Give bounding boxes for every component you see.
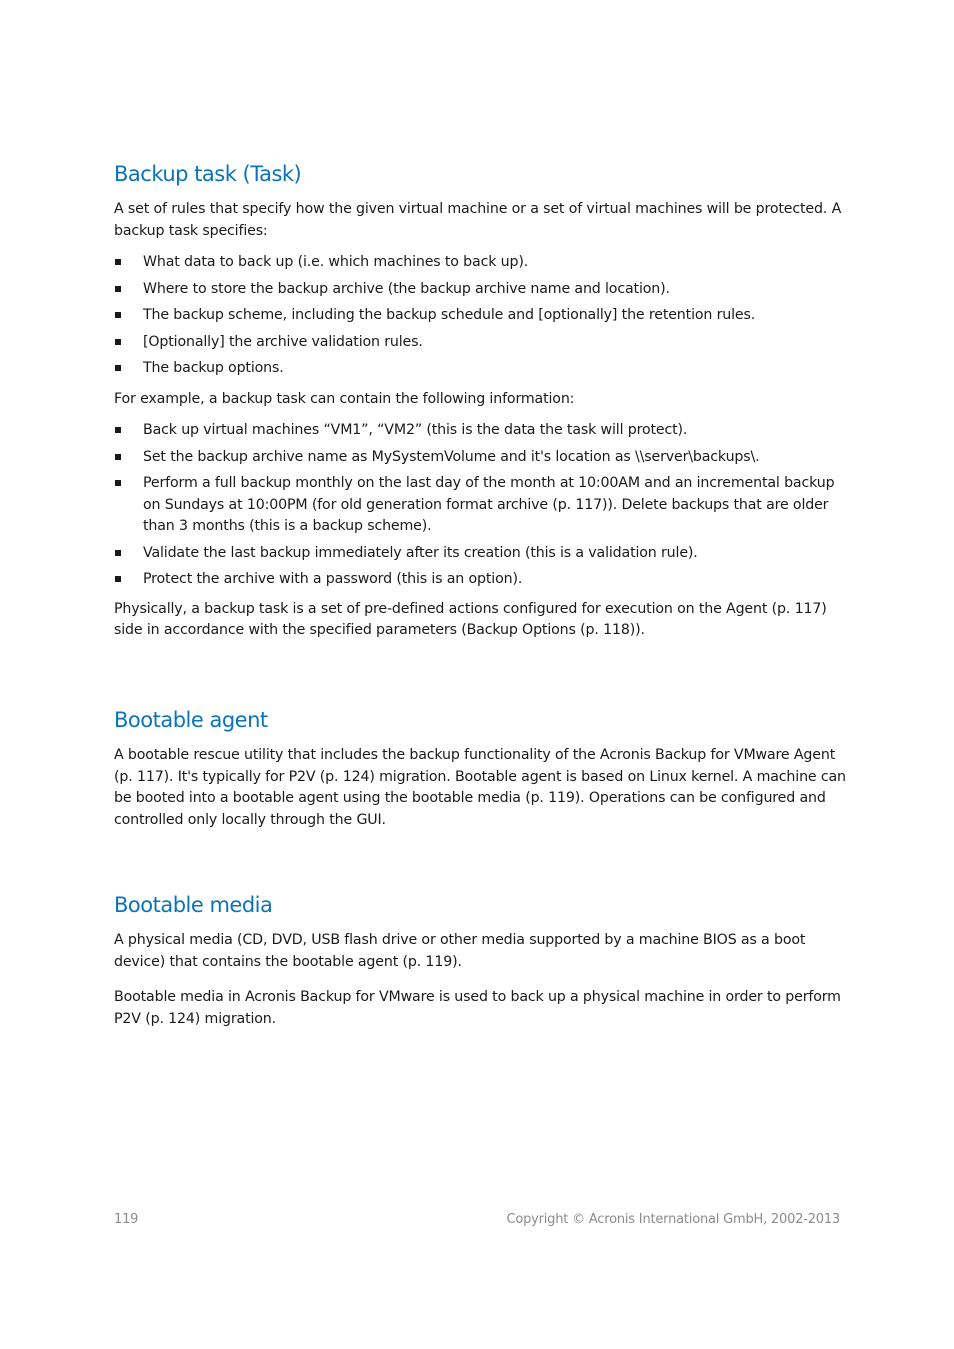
bullet-square-icon — [115, 339, 121, 345]
section-backup-task — [114, 161, 848, 642]
list-backup-task-example — [114, 420, 848, 591]
list-item: The backup scheme, including the backup schedule and [optionally] the retention rules. — [114, 305, 848, 327]
list-item: Protect the archive with a password (this is an option). — [114, 569, 848, 591]
heading-backup-task: Backup task (Task) — [114, 162, 302, 186]
paragraph-example-intro: For example, a backup task can contain the following information: — [114, 390, 575, 407]
page-number: 119 — [114, 1212, 139, 1227]
paragraph-backup-task-closing: Physically, a backup task is a set of pre-defined actions configured for execution on the Agent (p. 117) side in accordance with the specified parameters (Backup Options (p. 118)). — [114, 600, 827, 638]
section-bootable-media — [114, 892, 848, 1030]
paragraph-bootable-media-1: A physical media (CD, DVD, USB flash drive or other media supported by a machine BIOS as a boot device) that contains the bootable agent (p. 119). — [114, 932, 806, 970]
list-item: [Optionally] the archive validation rules. — [114, 332, 848, 354]
bullet-square-icon — [115, 312, 121, 318]
list-item: Set the backup archive name as MySystemVolume and it's location as \\server\backups\. — [114, 447, 848, 469]
bullet-square-icon — [115, 286, 121, 292]
paragraph-backup-task-intro: A set of rules that specify how the given virtual machine or a set of virtual machines will be protected. A backup task specifies: — [114, 201, 842, 239]
bullet-square-icon — [115, 259, 121, 265]
bullet-square-icon — [115, 454, 121, 460]
section-bootable-agent — [114, 707, 848, 831]
paragraph-bootable-media-2: Bootable media in Acronis Backup for VMware is used to back up a physical machine in order to perform P2V (p. 124) migration. — [114, 989, 841, 1027]
list-item: The backup options. — [114, 358, 848, 380]
heading-bootable-media: Bootable media — [114, 893, 273, 917]
list-item: Where to store the backup archive (the backup archive name and location). — [114, 279, 848, 301]
paragraph-bootable-agent: A bootable rescue utility that includes the backup functionality of the Acronis Backup for VMware Agent (p. 117). It's typically for P2V (p. 124) migration. Bootable agent is based on Linux kernel. A machine can be booted into a bootable agent using the bootable media (p. 119). Operations can be configured and controlled only locally through the GUI. — [114, 747, 846, 828]
list-item: What data to back up (i.e. which machines to back up). — [114, 252, 848, 274]
bullet-square-icon — [115, 365, 121, 371]
list-item: Perform a full backup monthly on the last day of the month at 10:00AM and an incremental backup on Sundays at 10:00PM (for old generation format archive (p. 117)). Delete backups that are older than 3 months (this is a backup scheme). — [114, 473, 848, 538]
bullet-square-icon — [115, 480, 121, 486]
heading-bootable-agent: Bootable agent — [114, 708, 268, 732]
list-backup-task-specifies — [114, 252, 848, 380]
list-item: Validate the last backup immediately after its creation (this is a validation rule). — [114, 543, 848, 565]
copyright-notice: Copyright © Acronis International GmbH, 2002-2013 — [506, 1212, 840, 1227]
list-item: Back up virtual machines “VM1”, “VM2” (this is the data the task will protect). — [114, 420, 848, 442]
bullet-square-icon — [115, 576, 121, 582]
bullet-square-icon — [115, 550, 121, 556]
bullet-square-icon — [115, 427, 121, 433]
